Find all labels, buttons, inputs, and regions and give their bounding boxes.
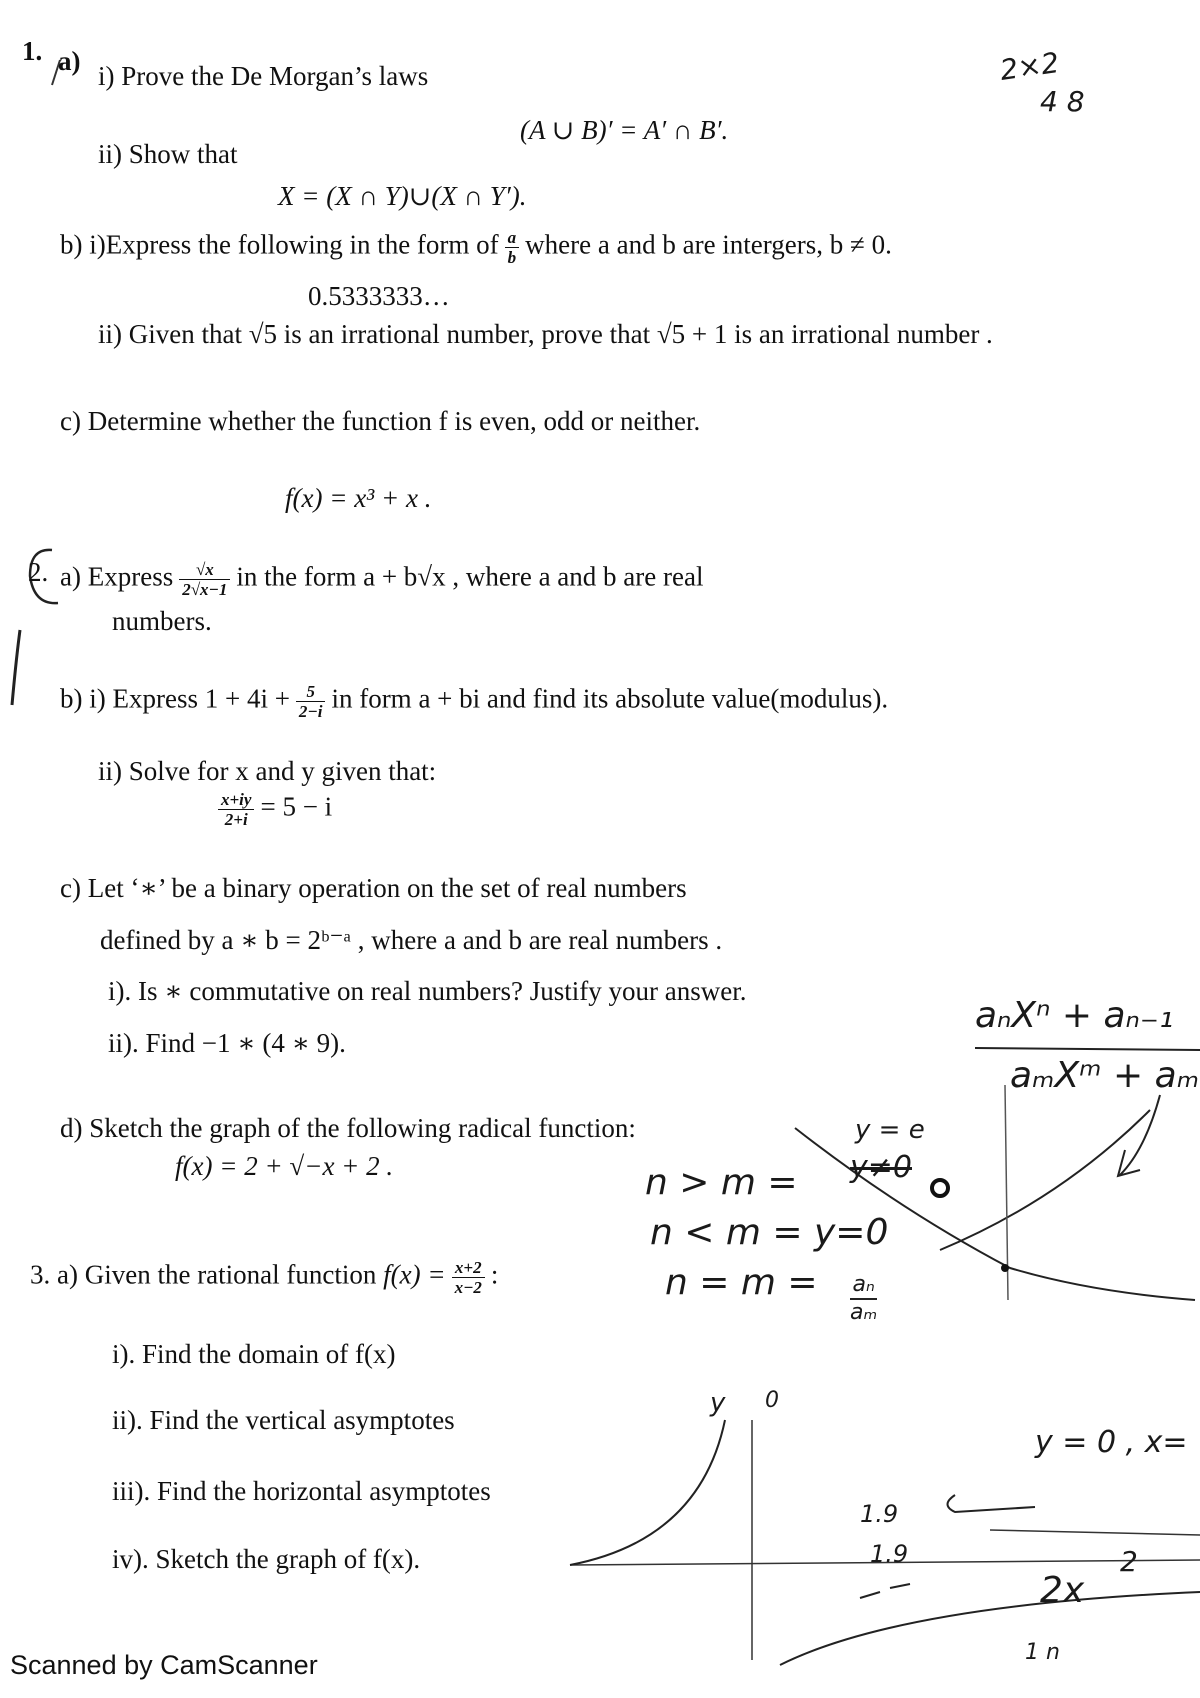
q2-b-i-frac-den: 2−i — [298, 702, 323, 721]
hw-bottom-frag: 1 n — [1025, 1640, 1060, 1665]
q1-a-i: i) Prove the De Morgan’s laws — [98, 61, 429, 91]
q3-iii: iii). Find the horizontal asymptotes — [112, 1476, 491, 1506]
hw-y-eq-0: y = 0 , x= — [1035, 1425, 1188, 1460]
q1-a-label: a) — [58, 46, 81, 76]
sketch-loop — [948, 1495, 1036, 1512]
hw-rational-den: aₘXᵐ + aₘ — [1010, 1055, 1200, 1096]
q1-a-i-formula: (A ∪ B)′ = A′ ∩ B′. — [520, 115, 729, 145]
q2-b-i-frac-num: 5 — [296, 682, 326, 702]
q2-b-ii-frac-num: x+iy — [218, 790, 254, 810]
q2-b-i — [60, 682, 888, 721]
hw-num-19-a: 1.9 — [860, 1500, 899, 1528]
q2-d-formula: f(x) = 2 + √−x + 2 . — [175, 1151, 394, 1181]
hw-num-19-b: 1.9 — [870, 1540, 909, 1568]
q1-b-i-value: 0.5333333… — [308, 281, 450, 311]
q2-a-frac-den: 2√x−1 — [182, 580, 228, 599]
q1-c-formula: f(x) = x³ + x . — [285, 483, 432, 513]
sketch-curve-2 — [940, 1110, 1150, 1250]
q1-a-ii-formula: X = (X ∩ Y)∪(X ∩ Y′). — [278, 181, 527, 211]
q1-b-i-frac-num: a — [505, 228, 520, 248]
intersect-dot — [1001, 1264, 1009, 1272]
fraction-line — [975, 1048, 1200, 1050]
q2-a — [60, 560, 703, 599]
q2-b-i-post: in form a + bi and find its absolute value(modulus). — [331, 683, 889, 714]
q2-c-ii: ii). Find −1 ∗ (4 ∗ 9). — [108, 1028, 346, 1058]
tick-marks — [860, 1584, 910, 1598]
hw-n-gt-m: n > m = — [645, 1162, 798, 1203]
q2-b-ii-fraction — [218, 790, 254, 829]
q2-b-i-fraction — [296, 682, 326, 721]
hw-n-lt-m: n < m = y=0 — [650, 1212, 889, 1253]
q2-a-line2: numbers. — [112, 606, 212, 636]
q1-b-i-post: where a and b are intergers, b ≠ 0. — [525, 229, 892, 260]
q3-a-func: f(x) = — [383, 1259, 446, 1290]
q3-iv: iv). Sketch the graph of f(x). — [112, 1544, 421, 1574]
hw-y-mark: y — [710, 1388, 726, 1418]
sketch-hyperbola-right — [780, 1592, 1200, 1665]
hw-n-eq-m: n = m = — [665, 1262, 818, 1303]
q3-a — [30, 1258, 498, 1297]
hw-n-eq-m-frac-den: aₘ — [850, 1300, 878, 1325]
q1-b-i — [60, 228, 892, 267]
hw-num-2x: 2x — [1040, 1570, 1085, 1611]
dot-mark — [932, 1180, 948, 1196]
q1-number: 1. — [22, 36, 43, 66]
q1-a-ii: ii) Show that — [98, 139, 238, 169]
q3-a-frac-num: x+2 — [452, 1258, 485, 1278]
q2-number: 2. — [28, 557, 49, 587]
q1-c: c) Determine whether the function f is even, odd or neither. — [60, 406, 701, 436]
q3-a-post: : — [490, 1259, 499, 1290]
sketch-hyperbola-left — [570, 1420, 725, 1565]
q2-b-ii-frac-den: 2+i — [224, 810, 248, 829]
q2-a-fraction — [179, 560, 230, 599]
hw-num-2: 2 — [1120, 1545, 1138, 1578]
q3-a-fraction — [452, 1258, 485, 1297]
q1-b-i-fraction — [505, 228, 520, 267]
hw-zero-mark: 0 — [765, 1388, 779, 1413]
q1-b-i-frac-den: b — [507, 248, 517, 267]
hw-n-eq-m-fraction — [850, 1272, 877, 1326]
hw-top-right-1: 2×2 — [997, 46, 1062, 87]
q2-b-i-pre: b) i) Express 1 + 4i + — [60, 683, 290, 714]
q3-a-frac-den: x−2 — [454, 1278, 482, 1297]
hw-n-eq-m-frac-num: aₙ — [850, 1272, 877, 1300]
q2-c-i: i). Is ∗ commutative on real numbers? Justify your answer. — [108, 976, 747, 1006]
camscanner-footer: Scanned by CamScanner — [10, 1650, 318, 1680]
q2-a-post: in the form a + b√x , where a and b are real — [236, 561, 704, 592]
q2-a-pre: a) Express — [60, 561, 174, 592]
q2-c-line1: c) Let ‘∗’ be a binary operation on the set of real numbers — [60, 873, 687, 903]
q3-i: i). Find the domain of f(x) — [112, 1339, 396, 1369]
q2-d: d) Sketch the graph of the following radical function: — [60, 1113, 636, 1143]
q2-c-line2: defined by a ∗ b = 2ᵇ⁻ᵃ , where a and b are real numbers . — [100, 925, 723, 955]
q1-b-i-pre: b) i)Express the following in the form of — [60, 229, 499, 260]
hw-y-eq: y = e — [855, 1115, 925, 1145]
margin-stroke — [12, 630, 20, 705]
q2-b-ii-equation — [212, 790, 332, 829]
sketch-line — [990, 1530, 1200, 1535]
q3-ii: ii). Find the vertical asymptotes — [112, 1405, 455, 1435]
hw-top-right-2: 4 8 — [1040, 85, 1085, 118]
q2-b-ii-rhs: = 5 − i — [260, 791, 333, 822]
q3-a-pre: 3. a) Given the rational function — [30, 1259, 377, 1290]
hw-rational-num: aₙXⁿ + aₙ₋₁ — [975, 995, 1174, 1036]
q2-b-ii: ii) Solve for x and y given that: — [98, 756, 437, 786]
q2-a-frac-num: √x — [179, 560, 230, 580]
hw-n-gt-m-tail: y≠0 — [850, 1150, 912, 1185]
q1-b-ii: ii) Given that √5 is an irrational number, prove that √5 + 1 is an irrational number . — [98, 319, 993, 349]
